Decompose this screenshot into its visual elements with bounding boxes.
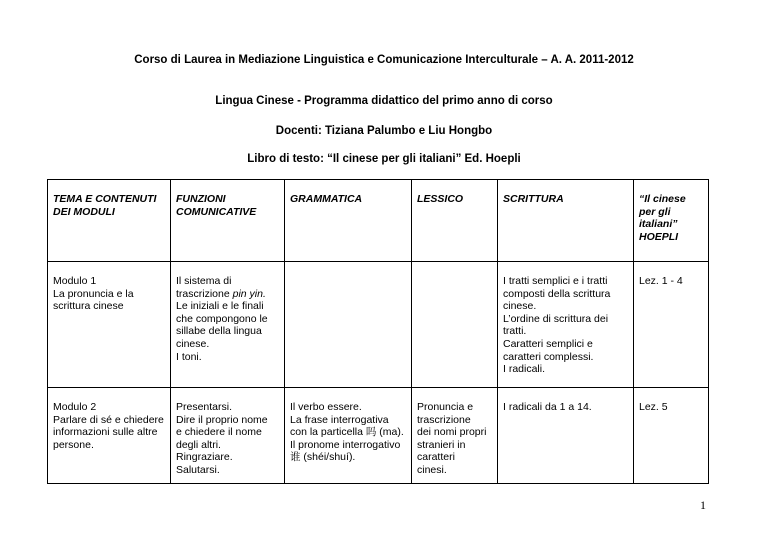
program-title: Lingua Cinese - Programma didattico del primo anno di corso bbox=[215, 95, 553, 107]
page-number: 1 bbox=[700, 498, 706, 512]
cell-funzioni: Il sistema di trascrizione pin yin. Le iniziali e le finali che compongono le sillabe della lingua cinese. I toni. bbox=[171, 262, 285, 388]
table-row-modulo-2 bbox=[48, 388, 709, 484]
header-grammatica: GRAMMATICA bbox=[285, 180, 412, 262]
program-table bbox=[47, 179, 709, 484]
cell-grammatica: Il verbo essere. La frase interrogativa con la particella 吗 (ma). Il pronome interrogativo 谁 (shéi/shuí). bbox=[285, 388, 412, 484]
cell-lessico bbox=[412, 262, 498, 388]
cell-scrittura: I radicali da 1 a 14. bbox=[498, 388, 634, 484]
header-scrittura: SCRITTURA bbox=[498, 180, 634, 262]
header-lessico: LESSICO bbox=[412, 180, 498, 262]
cell-funzioni: Presentarsi. Dire il proprio nome e chiedere il nome degli altri. Ringraziare. Salutarsi. bbox=[171, 388, 285, 484]
cell-lezioni: Lez. 5 bbox=[634, 388, 709, 484]
table-row-modulo-1 bbox=[48, 262, 709, 388]
cell-lessico: Pronuncia e trascrizione dei nomi propri stranieri in caratteri cinesi. bbox=[412, 388, 498, 484]
header-libro: “Il cinese per gli italiani” HOEPLI bbox=[634, 180, 709, 262]
course-title: Corso di Laurea in Mediazione Linguistica e Comunicazione Interculturale – A. A. 2011-2012 bbox=[134, 54, 634, 66]
table-header-row bbox=[48, 180, 709, 262]
cell-lezioni: Lez. 1 - 4 bbox=[634, 262, 709, 388]
header-tema: TEMA E CONTENUTI DEI MODULI bbox=[48, 180, 171, 262]
teachers-line: Docenti: Tiziana Palumbo e Liu Hongbo bbox=[275, 125, 493, 137]
cell-tema: Modulo 1 La pronuncia e la scrittura cinese bbox=[48, 262, 171, 388]
cell-scrittura: I tratti semplici e i tratti composti della scrittura cinese. L’ordine di scrittura dei tratti. Caratteri semplici e caratteri complessi. I radicali. bbox=[498, 262, 634, 388]
cell-grammatica bbox=[285, 262, 412, 388]
header-funzioni: FUNZIONI COMUNICATIVE bbox=[171, 180, 285, 262]
textbook-line: Libro di testo: “Il cinese per gli italiani” Ed. Hoepli bbox=[247, 153, 521, 165]
cell-tema: Modulo 2 Parlare di sé e chiedere informazioni sulle altre persone. bbox=[48, 388, 171, 484]
